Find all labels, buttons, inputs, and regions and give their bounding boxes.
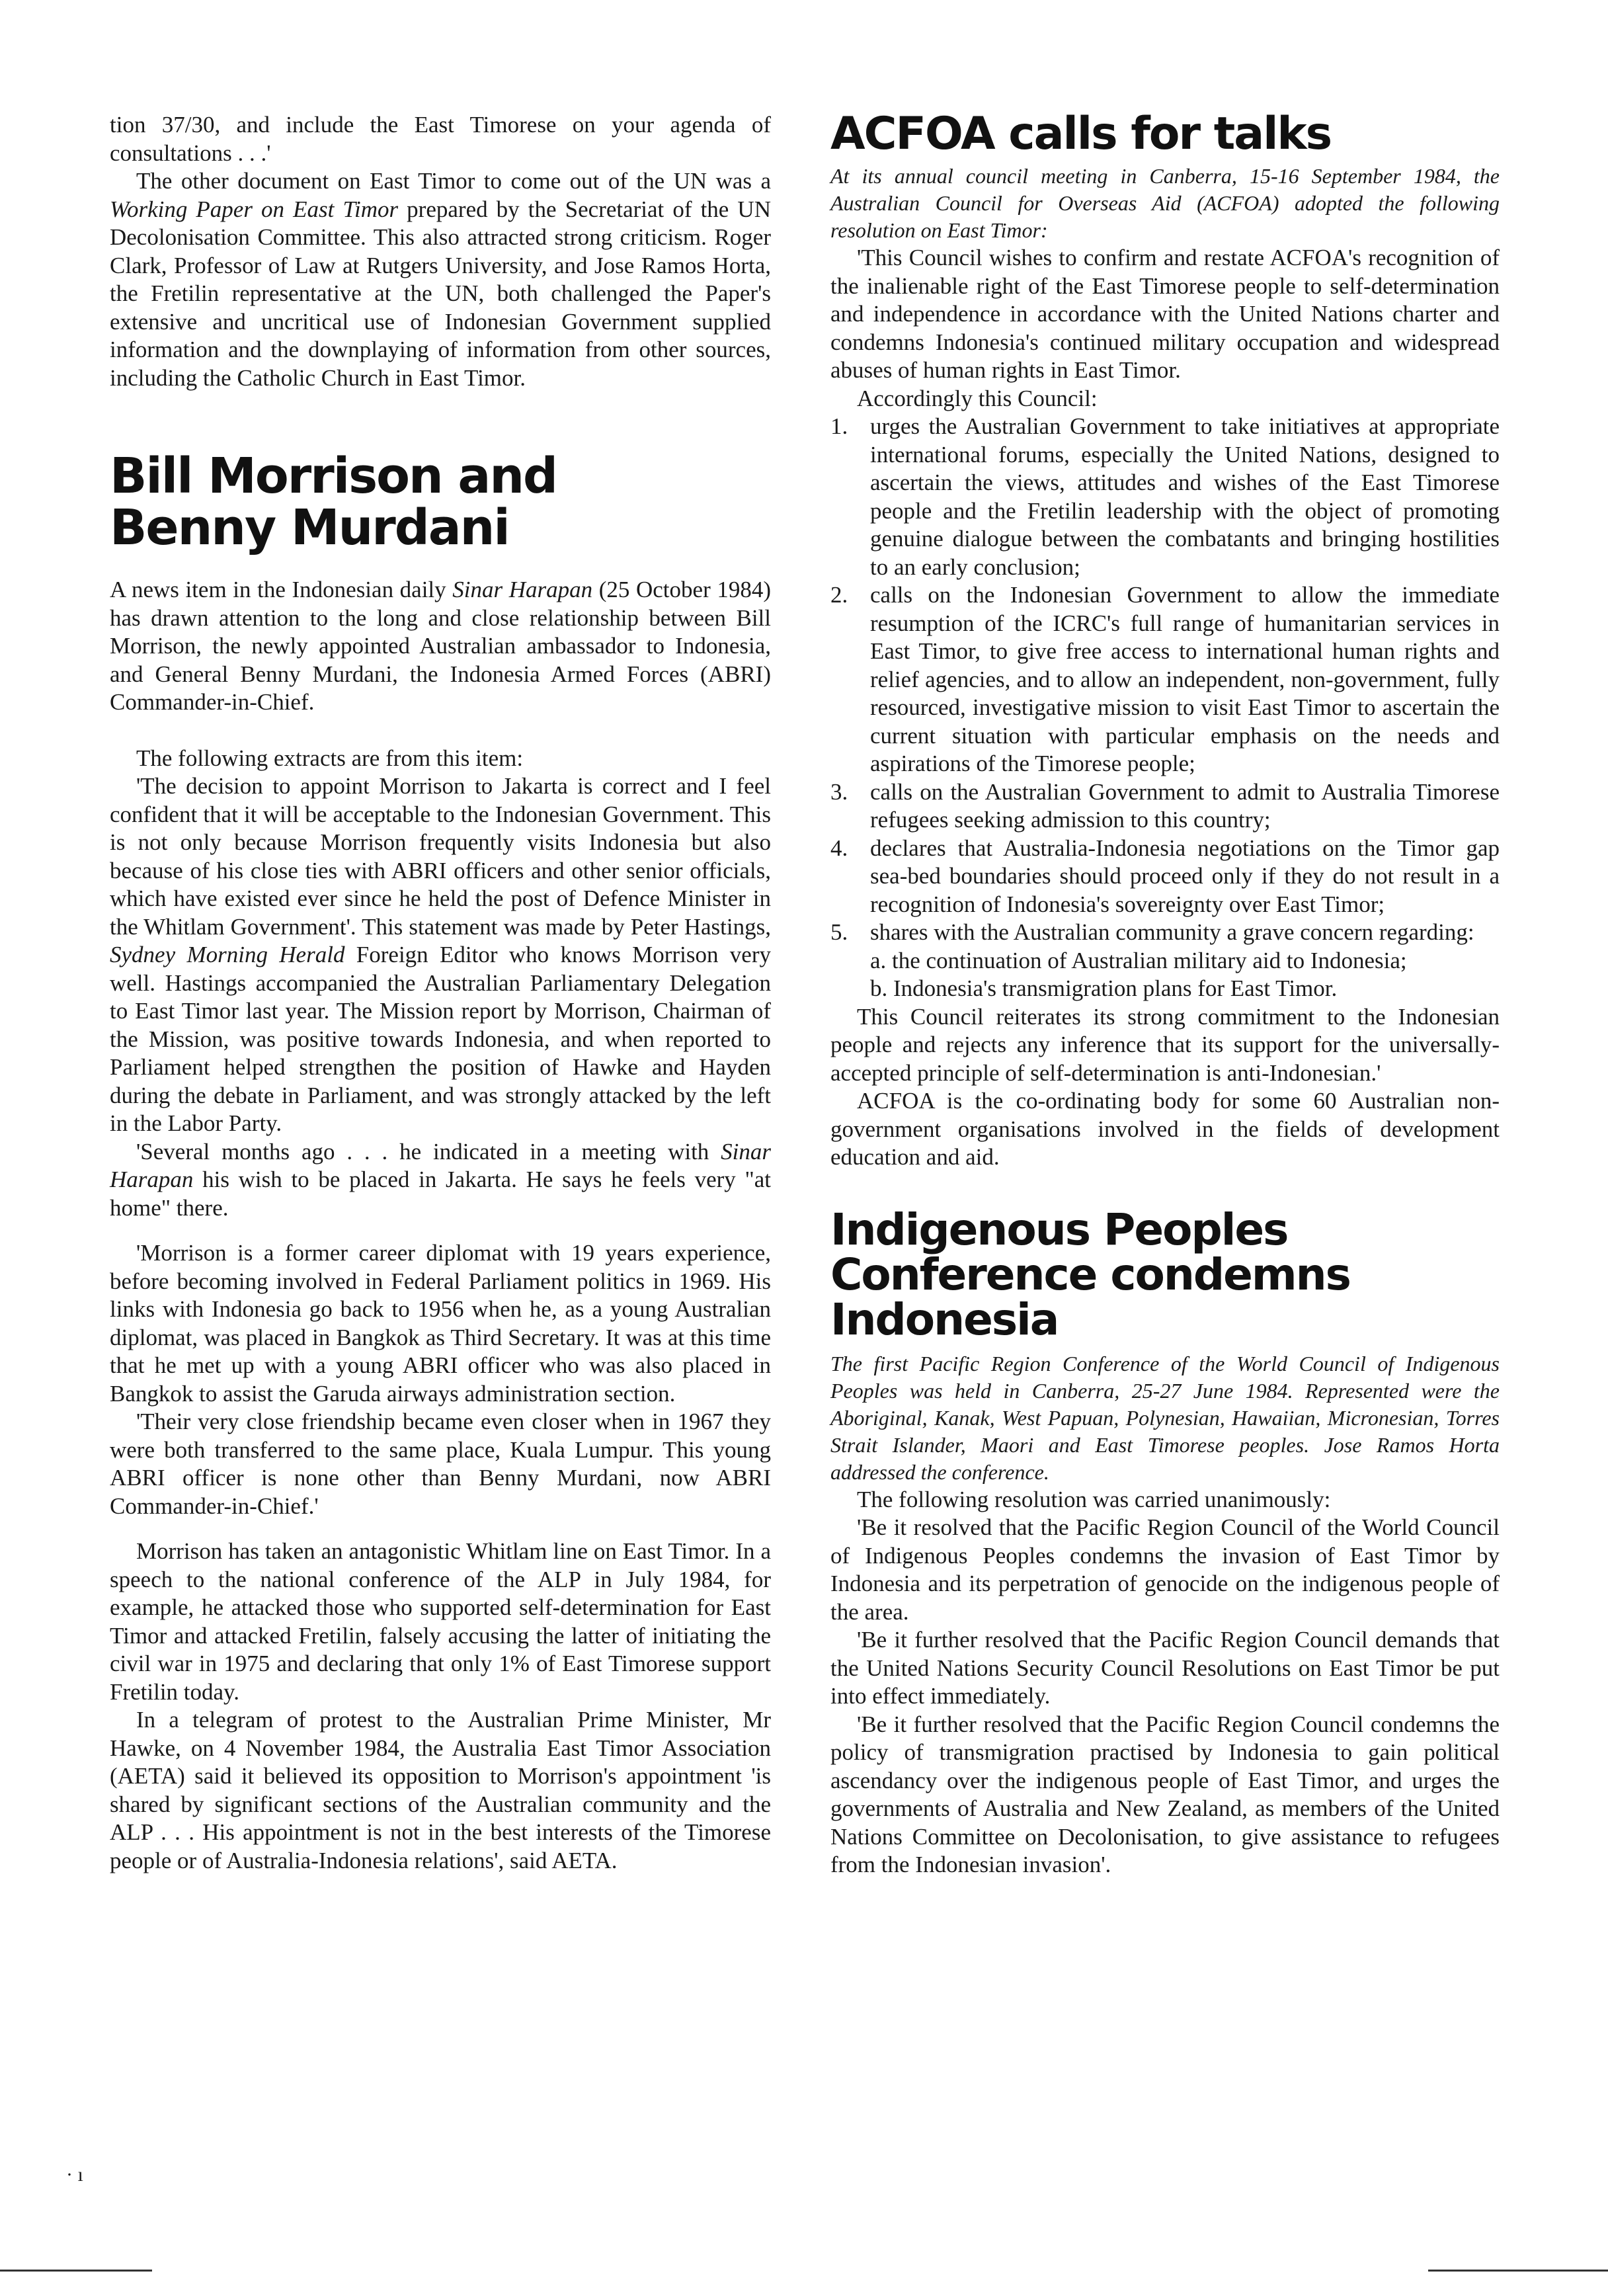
- paragraph: Accordingly this Council:: [857, 385, 1098, 411]
- list-item: 4. declares that Australia-Indonesia negotiations on the Timor gap sea-bed boundaries should proceed only if they do not result in a recognition of Indonesia's sovereignty over East Timor;: [830, 835, 1500, 917]
- paragraph: 'Their very close friendship became even closer when in 1967 they were both transferred to the same place, Kuala Lumpur. This young ABRI officer is none other than Benny Murdani, now ABRI Commander-in-Chief.': [110, 1409, 771, 1519]
- paragraph: The following extracts are from this item:: [136, 745, 524, 771]
- intro-indigenous: The first Pacific Region Conference of the World Council of Indigenous Peoples was held in Canberra, 25-27 June 1984. Represented were the Aboriginal, Kanak, West Papuan, Polynesian, Hawaiian, Micronesian, Torres Strait Islander, Maori and East Timorese peoples. Jose Ramos Horta addressed the conference.: [830, 1351, 1500, 1484]
- paragraph: 'Be it resolved that the Pacific Region Council of the World Council of Indigenous Peoples condemns the invasion of East Timor by Indonesia and its perpetration of genocide on the indigenous people of the area.: [830, 1514, 1500, 1625]
- left-column: [110, 111, 771, 1875]
- intro-acfoa: At its annual council meeting in Canberra, 15-16 September 1984, the Australian Council for Overseas Aid (ACFOA) adopted the following resolution on East Timor:: [830, 164, 1500, 242]
- bottom-rule-right: [1428, 2270, 1608, 2272]
- paragraph: This Council reiterates its strong commitment to the Indonesian people and rejects any inference that its support for the universally-accepted principle of self-determination is anti-Indonesian.': [830, 1003, 1500, 1086]
- bottom-rule-left: [0, 2270, 152, 2272]
- paragraph: 'The decision to appoint Morrison to Jakarta is correct and I feel confident that it will be acceptable to the Indonesian Government. This is not only because Morrison frequently visits Indonesia but also because of his close ties with ABRI officers and other senior officials, which have existed ever since he held the post of Defence Minister in the Whitlam Government'. This statement was made by Peter Hastings, Sydney Morning Herald Foreign Editor who knows Morrison very well. Hastings accompanied the Australian Parliamentary Delegation to East Timor last year. The Mission report by Morrison, Chairman of the Mission, was positive towards Indonesia, and when reported to Parliament helped strengthen the position of Hawke and Hayden during the debate in Parliament, and was strongly attacked by the left in the Labor Party.: [110, 773, 771, 1136]
- paragraph: 'Morrison is a former career diplomat with 19 years experience, before becoming involved in Federal Parliament politics in 1969. His links with Indonesia go back to 1956 when he, as a young Australian diplomat, was placed in Bangkok as Third Secretary. It was at this time that he met up with a young ABRI officer who was also placed in Bangkok to assist the Garuda airways administration section.: [110, 1240, 771, 1407]
- heading-acfoa: ACFOA calls for talks: [830, 108, 1332, 160]
- paragraph: ACFOA is the co-ordinating body for some 60 Australian non-government organisations involved in the fields of development education and aid.: [830, 1088, 1500, 1170]
- list-item: 2. calls on the Indonesian Government to allow the immediate resumption of the ICRC's full range of humanitarian services in East Timor, to give free access to international human rights and relief agencies, and to allow an independent, non-government, fully resourced, investigative mission to visit East Timor to ascertain the current situation with particular emphasis on the needs and aspirations of the Timorese people;: [830, 582, 1500, 776]
- sub-item: b. Indonesia's transmigration plans for East Timor.: [870, 975, 1338, 1001]
- heading-morrison: Bill Morrison and Benny Murdani: [110, 448, 557, 556]
- paragraph: The other document on East Timor to come out of the UN was a Working Paper on East Timor prepared by the Secretariat of the UN Decolonisation Committee. This also attracted strong criticism. Roger Clark, Professor of Law at Rutgers University, and Jose Ramos Horta, the Fretilin representative at the UN, both challenged the Paper's extensive and uncritical use of Indonesian Government supplied information and the downplaying of information from other sources, including the Catholic Church in East Timor.: [110, 168, 771, 391]
- page-mark: · ı: [66, 2164, 83, 2186]
- list-item: 3. calls on the Australian Government to admit to Australia Timorese refugees seeking admission to this country;: [830, 778, 1500, 833]
- list-item: 5. shares with the Australian community a grave concern regarding:: [830, 919, 1474, 945]
- paragraph: 'Several months ago . . . he indicated in a meeting with Sinar Harapan his wish to be placed in Jakarta. He says he feels very "at home" there.: [110, 1138, 771, 1221]
- right-column: [830, 108, 1500, 1879]
- paragraph: 'This Council wishes to confirm and restate ACFOA's recognition of the inalienable right of the East Timorese people to self-determination and independence in accordance with the United Nations charter and condemns Indonesia's continued military occupation and widespread abuses of human rights in East Timor.: [830, 245, 1500, 383]
- paragraph: 'Be it further resolved that the Pacific Region Council demands that the United Nations Security Council Resolutions on East Timor be put into effect immediately.: [830, 1627, 1500, 1709]
- paragraph: Morrison has taken an antagonistic Whitlam line on East Timor. In a speech to the national conference of the ALP in July 1984, for example, he attacked those who supported self-determination for East Timor and attacked Fretilin, falsely accusing the latter of initiating the civil war in 1975 and declaring that only 1% of East Timorese support Fretilin today.: [110, 1538, 771, 1705]
- sub-item: a. the continuation of Australian military aid to Indonesia;: [870, 947, 1407, 973]
- paragraph: 'Be it further resolved that the Pacific Region Council condemns the policy of transmigration practised by Indonesia to gain political ascendancy over the indigenous people of East Timor, and urges the governments of Australia and New Zealand, as members of the United Nations Committee on Decolonisation, to give assistance to refugees from the Indonesian invasion'.: [830, 1711, 1500, 1877]
- resolution-list: [830, 413, 1500, 947]
- paragraph: In a telegram of protest to the Australian Prime Minister, Mr Hawke, on 4 November 1984, the Australia East Timor Association (AETA) said it believed its opposition to Morrison's appointment 'is shared by significant sections of the Australian community and the ALP . . . His appointment is not in the best interests of the Timorese people or of Australia-Indonesia relations', said AETA.: [110, 1707, 771, 1873]
- paragraph: tion 37/30, and include the East Timorese on your agenda of consultations . . .': [110, 112, 771, 166]
- paragraph: The following resolution was carried unanimously:: [857, 1486, 1331, 1512]
- paragraph: A news item in the Indonesian daily Sinar Harapan (25 October 1984) has drawn attention to the long and close relationship between Bill Morrison, the newly appointed Australian ambassador to Indonesia, and General Benny Murdani, the Indonesia Armed Forces (ABRI) Commander-in-Chief.: [110, 577, 771, 715]
- heading-indigenous: Indigenous Peoples Conference condemns Indonesia: [830, 1204, 1350, 1345]
- list-item: 1. urges the Australian Government to take initiatives at appropriate international forums, especially the United Nations, designed to ascertain the views, attitudes and wishes of the East Timorese people and the Fretilin leadership with the object of promoting genuine dialogue between the combatants and bringing hostilities to an early conclusion;: [830, 413, 1500, 580]
